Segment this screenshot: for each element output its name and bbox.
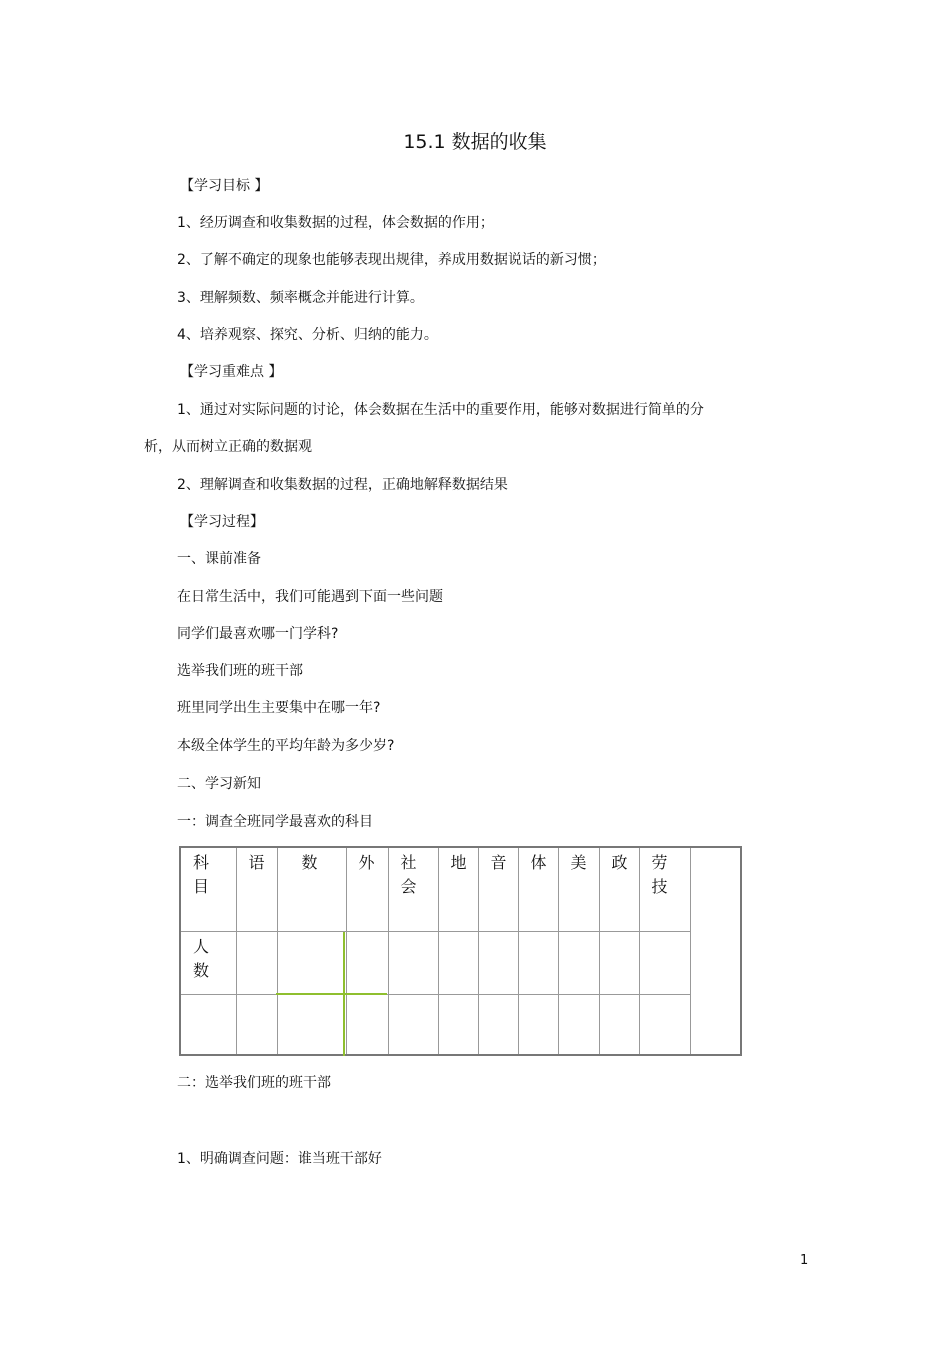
table-cell — [558, 994, 599, 1055]
objective-3: 3、理解频数、频率概念并能进行计算。 — [177, 290, 424, 306]
objective-4: 4、培养观察、探究、分析、归纳的能力。 — [177, 327, 438, 343]
objective-2: 2、了解不确定的现象也能够表现出规律，养成用数据说话的新习惯； — [177, 252, 606, 268]
table-cell — [277, 931, 346, 994]
table-cell — [346, 931, 388, 994]
table-cell: 外 — [346, 847, 388, 931]
prep-line-3: 选举我们班的班干部 — [177, 663, 303, 679]
process-header: 【学习过程】 — [180, 514, 264, 530]
table-cell: 人数 — [180, 931, 236, 994]
table-cell — [690, 847, 741, 1055]
table-cell — [388, 931, 438, 994]
keypoint-2: 2、理解调查和收集数据的过程，正确地解释数据结果 — [177, 477, 508, 493]
table-cell — [478, 931, 518, 994]
table-cell: 体 — [518, 847, 558, 931]
table-cell — [438, 931, 478, 994]
table-cell — [236, 931, 277, 994]
table-cell — [346, 994, 388, 1055]
table-cell: 语 — [236, 847, 277, 931]
table-cell: 美 — [558, 847, 599, 931]
table-row — [180, 994, 741, 1055]
prep-line-1: 在日常生活中，我们可能遇到下面一些问题 — [177, 589, 443, 605]
table-cell — [180, 994, 236, 1055]
survey-1-heading: 一：调查全班同学最喜欢的科目 — [177, 814, 373, 830]
table-cell: 政 — [599, 847, 639, 931]
page-number: 1 — [800, 1253, 809, 1268]
prep-line-4: 班里同学出生主要集中在哪一年? — [177, 700, 381, 716]
table-cell — [558, 931, 599, 994]
section-1-heading: 一、课前准备 — [177, 551, 261, 567]
table-row — [180, 931, 741, 994]
keypoint-1a: 1、通过对实际问题的讨论，体会数据在生活中的重要作用，能够对数据进行简单的分 — [177, 402, 704, 418]
table-cell — [277, 994, 346, 1055]
table-cell — [388, 994, 438, 1055]
table-row — [180, 847, 741, 931]
table-cell — [639, 931, 690, 994]
table-cell — [518, 931, 558, 994]
table-cell: 社会 — [388, 847, 438, 931]
table-cell: 劳技 — [639, 847, 690, 931]
table-cell: 科目 — [180, 847, 236, 931]
table-cell — [518, 994, 558, 1055]
table-cell: 音 — [478, 847, 518, 931]
keypoints-header: 【学习重难点 】 — [180, 364, 283, 380]
subject-survey-table — [179, 846, 742, 1056]
page-title: 15.1 数据的收集 — [403, 131, 547, 153]
table-cell — [639, 994, 690, 1055]
survey-2-heading: 二：选举我们班的班干部 — [177, 1075, 331, 1091]
section-2-heading: 二、学习新知 — [177, 776, 261, 792]
prep-line-5: 本级全体学生的平均年龄为多少岁? — [177, 738, 395, 754]
green-horizontal-mark — [276, 993, 387, 995]
prep-line-2: 同学们最喜欢哪一门学科? — [177, 626, 339, 642]
keypoint-1b: 析，从而树立正确的数据观 — [144, 439, 312, 455]
table-cell: 数 — [277, 847, 346, 931]
table-cell — [599, 994, 639, 1055]
objectives-header: 【学习目标 】 — [180, 178, 269, 194]
table-cell — [236, 994, 277, 1055]
table-cell: 地 — [438, 847, 478, 931]
objective-1: 1、经历调查和收集数据的过程，体会数据的作用； — [177, 215, 494, 231]
table-cell — [438, 994, 478, 1055]
table-cell — [478, 994, 518, 1055]
table-cell — [599, 931, 639, 994]
step-1: 1、明确调查问题：谁当班干部好 — [177, 1151, 382, 1167]
